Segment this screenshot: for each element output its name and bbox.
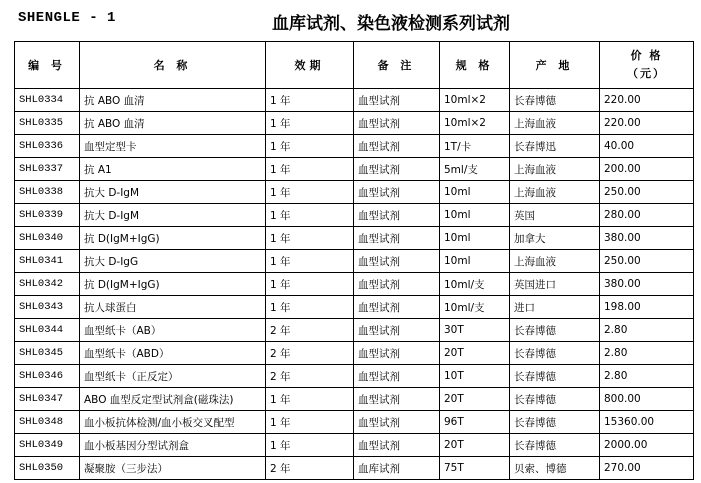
column-header-validity: 效期 [266, 42, 354, 89]
cell-validity: 1 年 [266, 273, 354, 296]
cell-origin: 上海血液 [510, 112, 600, 135]
table-row [15, 181, 694, 204]
cell-spec: 1T/卡 [440, 135, 510, 158]
cell-price: 2.80 [600, 342, 694, 365]
cell-validity: 1 年 [266, 388, 354, 411]
column-header-origin: 产 地 [510, 42, 600, 89]
cell-name: 凝聚胺（三步法） [80, 457, 266, 480]
cell-spec: 30T [440, 319, 510, 342]
table-row [15, 457, 694, 480]
cell-code: SHL0349 [15, 434, 80, 457]
table-row [15, 434, 694, 457]
cell-spec: 20T [440, 434, 510, 457]
table-row [15, 342, 694, 365]
table-row [15, 388, 694, 411]
cell-spec: 20T [440, 388, 510, 411]
cell-price: 198.00 [600, 296, 694, 319]
cell-code: SHL0337 [15, 158, 80, 181]
table-row [15, 89, 694, 112]
cell-origin: 贝索、博德 [510, 457, 600, 480]
cell-spec: 96T [440, 411, 510, 434]
product-table [14, 41, 694, 480]
cell-code: SHL0347 [15, 388, 80, 411]
cell-validity: 2 年 [266, 342, 354, 365]
cell-name: 抗 A1 [80, 158, 266, 181]
cell-origin: 英国进口 [510, 273, 600, 296]
cell-remarks: 血型试剂 [354, 388, 440, 411]
cell-price: 40.00 [600, 135, 694, 158]
column-header-price [600, 42, 694, 89]
cell-code: SHL0335 [15, 112, 80, 135]
cell-validity: 1 年 [266, 135, 354, 158]
cell-spec: 75T [440, 457, 510, 480]
cell-validity: 1 年 [266, 112, 354, 135]
table-row [15, 319, 694, 342]
cell-name: 抗大 D-IgM [80, 204, 266, 227]
cell-validity: 1 年 [266, 250, 354, 273]
cell-spec: 10ml [440, 181, 510, 204]
cell-name: 抗 D(IgM+IgG) [80, 227, 266, 250]
cell-code: SHL0339 [15, 204, 80, 227]
cell-name: 血型纸卡（ABD） [80, 342, 266, 365]
table-row [15, 227, 694, 250]
cell-origin: 上海血液 [510, 250, 600, 273]
table-row [15, 296, 694, 319]
price-header-unit: （元） [627, 67, 666, 80]
cell-origin: 长春博德 [510, 434, 600, 457]
cell-price: 380.00 [600, 273, 694, 296]
cell-origin: 长春博迅 [510, 135, 600, 158]
table-header-row [15, 42, 694, 89]
cell-validity: 2 年 [266, 457, 354, 480]
cell-price: 250.00 [600, 250, 694, 273]
cell-remarks: 血型试剂 [354, 434, 440, 457]
cell-validity: 1 年 [266, 204, 354, 227]
cell-validity: 2 年 [266, 319, 354, 342]
cell-name: 血型纸卡（AB） [80, 319, 266, 342]
cell-spec: 10ml/支 [440, 273, 510, 296]
cell-origin: 英国 [510, 204, 600, 227]
cell-origin: 长春博德 [510, 342, 600, 365]
column-header-code: 编 号 [15, 42, 80, 89]
cell-origin: 长春博德 [510, 411, 600, 434]
table-row [15, 135, 694, 158]
cell-price: 220.00 [600, 89, 694, 112]
cell-remarks: 血型试剂 [354, 365, 440, 388]
cell-spec: 10ml [440, 204, 510, 227]
table-row [15, 250, 694, 273]
cell-validity: 1 年 [266, 227, 354, 250]
cell-origin: 长春博德 [510, 89, 600, 112]
cell-validity: 2 年 [266, 365, 354, 388]
table-row [15, 273, 694, 296]
cell-name: 抗 ABO 血清 [80, 112, 266, 135]
cell-validity: 1 年 [266, 411, 354, 434]
cell-price: 800.00 [600, 388, 694, 411]
catalog-code: SHENGLE - 1 [18, 10, 116, 26]
cell-code: SHL0338 [15, 181, 80, 204]
cell-name: 血型定型卡 [80, 135, 266, 158]
page-title: 血库试剂、染色液检测系列试剂 [272, 14, 510, 34]
table-row [15, 158, 694, 181]
cell-price: 2.80 [600, 319, 694, 342]
cell-origin: 长春博德 [510, 319, 600, 342]
cell-price: 280.00 [600, 204, 694, 227]
cell-origin: 长春博德 [510, 388, 600, 411]
column-header-remarks: 备 注 [354, 42, 440, 89]
cell-price: 2000.00 [600, 434, 694, 457]
cell-code: SHL0336 [15, 135, 80, 158]
table-row [15, 365, 694, 388]
cell-name: 血型纸卡（正反定） [80, 365, 266, 388]
cell-remarks: 血型试剂 [354, 296, 440, 319]
cell-validity: 1 年 [266, 181, 354, 204]
cell-code: SHL0343 [15, 296, 80, 319]
column-header-spec: 规 格 [440, 42, 510, 89]
cell-origin: 长春博德 [510, 365, 600, 388]
cell-spec: 10ml×2 [440, 112, 510, 135]
cell-validity: 1 年 [266, 158, 354, 181]
cell-remarks: 血型试剂 [354, 158, 440, 181]
column-header-name: 名 称 [80, 42, 266, 89]
cell-code: SHL0348 [15, 411, 80, 434]
cell-code: SHL0345 [15, 342, 80, 365]
cell-code: SHL0334 [15, 89, 80, 112]
cell-spec: 10ml [440, 250, 510, 273]
cell-remarks: 血型试剂 [354, 135, 440, 158]
cell-origin: 上海血液 [510, 158, 600, 181]
price-header-label: 价 格 [630, 49, 663, 62]
cell-remarks: 血型试剂 [354, 319, 440, 342]
cell-remarks: 血型试剂 [354, 273, 440, 296]
cell-name: 血小板基因分型试剂盒 [80, 434, 266, 457]
cell-validity: 1 年 [266, 434, 354, 457]
cell-price: 15360.00 [600, 411, 694, 434]
cell-price: 220.00 [600, 112, 694, 135]
cell-name: 抗大 D-IgG [80, 250, 266, 273]
table-row [15, 411, 694, 434]
cell-remarks: 血库试剂 [354, 457, 440, 480]
cell-remarks: 血型试剂 [354, 89, 440, 112]
cell-code: SHL0340 [15, 227, 80, 250]
cell-validity: 1 年 [266, 296, 354, 319]
cell-origin: 上海血液 [510, 181, 600, 204]
cell-remarks: 血型试剂 [354, 181, 440, 204]
cell-price: 270.00 [600, 457, 694, 480]
cell-spec: 10ml/支 [440, 296, 510, 319]
cell-price: 200.00 [600, 158, 694, 181]
cell-remarks: 血型试剂 [354, 250, 440, 273]
cell-remarks: 血型试剂 [354, 112, 440, 135]
table-row [15, 112, 694, 135]
cell-price: 250.00 [600, 181, 694, 204]
cell-origin: 进口 [510, 296, 600, 319]
cell-origin: 加拿大 [510, 227, 600, 250]
cell-code: SHL0341 [15, 250, 80, 273]
cell-spec: 20T [440, 342, 510, 365]
cell-remarks: 血型试剂 [354, 227, 440, 250]
cell-spec: 10T [440, 365, 510, 388]
cell-code: SHL0344 [15, 319, 80, 342]
cell-remarks: 血型试剂 [354, 204, 440, 227]
cell-spec: 10ml [440, 227, 510, 250]
cell-code: SHL0342 [15, 273, 80, 296]
cell-name: ABO 血型反定型试剂盒(磁珠法) [80, 388, 266, 411]
cell-code: SHL0350 [15, 457, 80, 480]
cell-spec: 10ml×2 [440, 89, 510, 112]
cell-remarks: 血型试剂 [354, 411, 440, 434]
cell-name: 抗人球蛋白 [80, 296, 266, 319]
table-row [15, 204, 694, 227]
cell-price: 2.80 [600, 365, 694, 388]
cell-name: 抗大 D-IgM [80, 181, 266, 204]
cell-spec: 5ml/支 [440, 158, 510, 181]
cell-name: 血小板抗体检测/血小板交叉配型 [80, 411, 266, 434]
cell-name: 抗 ABO 血清 [80, 89, 266, 112]
cell-code: SHL0346 [15, 365, 80, 388]
cell-validity: 1 年 [266, 89, 354, 112]
cell-price: 380.00 [600, 227, 694, 250]
cell-remarks: 血型试剂 [354, 342, 440, 365]
cell-name: 抗 D(IgM+IgG) [80, 273, 266, 296]
